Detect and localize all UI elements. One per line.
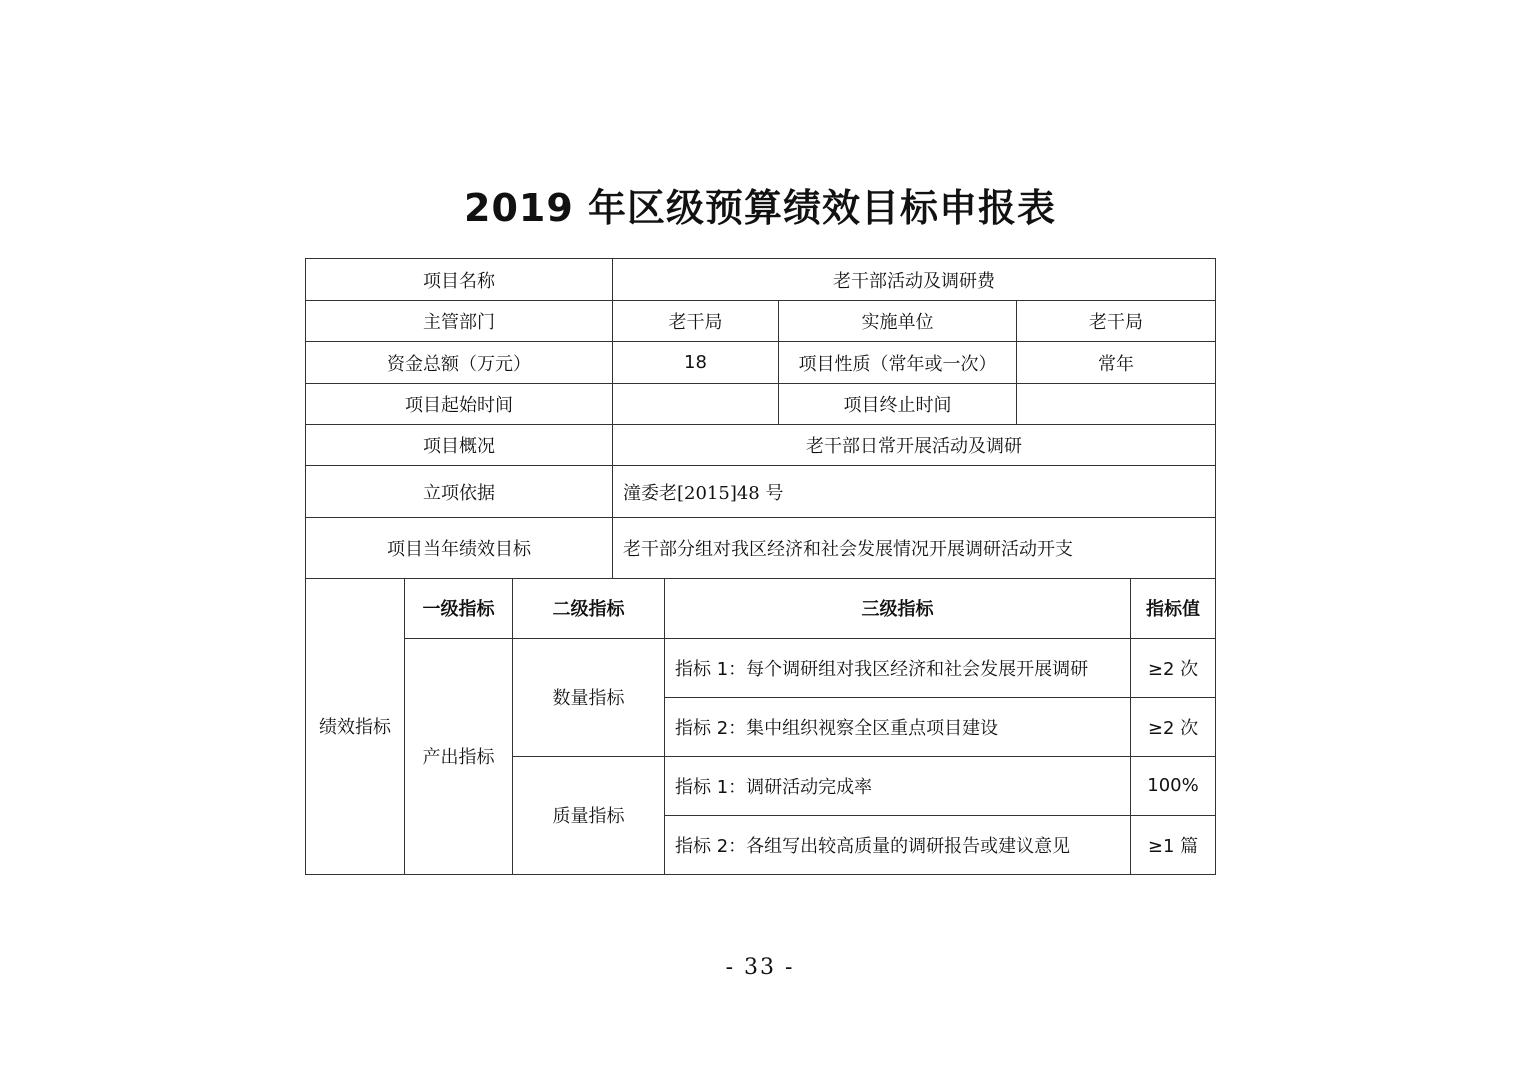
project-name-value: 老干部活动及调研费 — [613, 259, 1216, 301]
header-level3: 三级指标 — [665, 578, 1131, 638]
nature-label: 项目性质（常年或一次） — [779, 342, 1017, 384]
unit-value: 老干局 — [1017, 301, 1216, 342]
fund-label: 资金总额（万元） — [306, 342, 613, 384]
overview-value: 老干部日常开展活动及调研 — [613, 425, 1216, 466]
project-name-label: 项目名称 — [306, 259, 613, 301]
end-time-value — [1017, 384, 1216, 425]
start-time-value — [613, 384, 779, 425]
indicator-value: 100% — [1131, 756, 1216, 815]
start-time-label: 项目起始时间 — [306, 384, 613, 425]
indicator-name: 指标 2：集中组织视察全区重点项目建设 — [665, 697, 1131, 756]
level2-quantity: 数量指标 — [513, 638, 665, 756]
table-row — [306, 578, 1216, 638]
basis-value: 潼委老[2015]48 号 — [613, 466, 1216, 518]
page-title: 2019 年区级预算绩效目标申报表 — [464, 186, 1056, 230]
goal-value: 老干部分组对我区经济和社会发展情况开展调研活动开支 — [613, 518, 1216, 579]
basis-label: 立项依据 — [306, 466, 613, 518]
table-row — [306, 342, 1216, 384]
header-value: 指标值 — [1131, 578, 1216, 638]
header-level1: 一级指标 — [405, 578, 513, 638]
goal-label: 项目当年绩效目标 — [306, 518, 613, 579]
level2-quality: 质量指标 — [513, 756, 665, 874]
unit-label: 实施单位 — [779, 301, 1017, 342]
level1-output: 产出指标 — [405, 638, 513, 874]
dept-value: 老干局 — [613, 301, 779, 342]
page-number: - 33 - — [725, 955, 795, 980]
table-row — [306, 301, 1216, 342]
table-row — [306, 466, 1216, 518]
project-info-table — [305, 258, 1216, 579]
indicator-name: 指标 2：各组写出较高质量的调研报告或建议意见 — [665, 815, 1131, 874]
nature-value: 常年 — [1017, 342, 1216, 384]
table-row — [306, 638, 1216, 697]
indicators-table — [305, 578, 1216, 875]
indicator-value: ≥2 次 — [1131, 697, 1216, 756]
fund-value: 18 — [613, 342, 779, 384]
indicator-value: ≥2 次 — [1131, 638, 1216, 697]
dept-label: 主管部门 — [306, 301, 613, 342]
overview-label: 项目概况 — [306, 425, 613, 466]
indicator-name: 指标 1：每个调研组对我区经济和社会发展开展调研 — [665, 638, 1131, 697]
table-row — [306, 259, 1216, 301]
table-row — [306, 425, 1216, 466]
end-time-label: 项目终止时间 — [779, 384, 1017, 425]
table-row — [306, 384, 1216, 425]
table-row — [306, 518, 1216, 579]
header-level2: 二级指标 — [513, 578, 665, 638]
indicator-name: 指标 1：调研活动完成率 — [665, 756, 1131, 815]
indicator-value: ≥1 篇 — [1131, 815, 1216, 874]
indicators-section-label: 绩效指标 — [306, 578, 405, 874]
